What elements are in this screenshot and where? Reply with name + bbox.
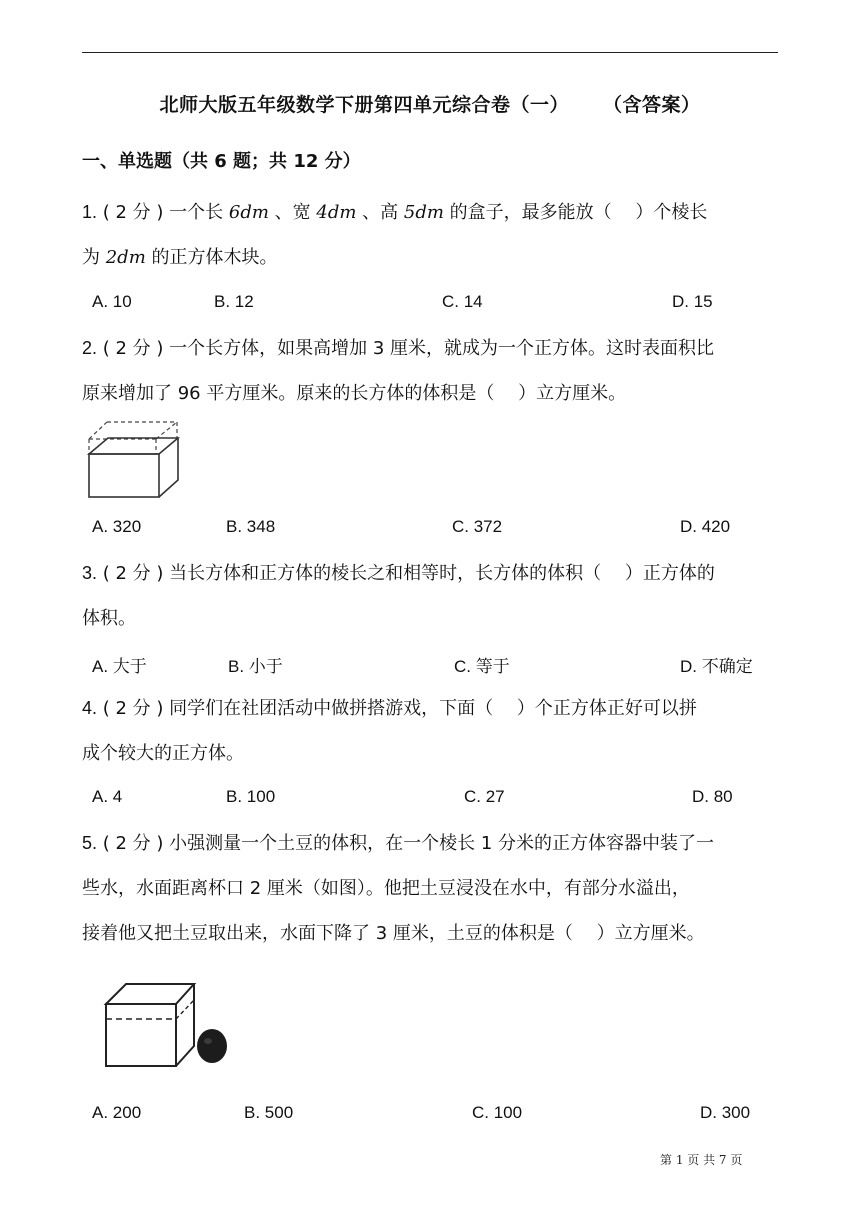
option-d[interactable]: D. 不确定	[680, 657, 753, 676]
question-text: 为	[82, 247, 106, 268]
option-d[interactable]: D. 300	[700, 1103, 751, 1122]
question-text: 、高	[356, 202, 404, 223]
question-3-line-2: 体积。	[82, 608, 136, 629]
question-number: 5.	[82, 833, 98, 853]
question-5-line-2: 些水，水面距离杯口 2 厘米（如图）。他把土豆浸没在水中，有部分水溢出，	[82, 878, 690, 899]
question-score: ( 2 分 )	[102, 833, 164, 854]
potato-icon	[197, 1029, 227, 1063]
option-d[interactable]: D. 420	[680, 517, 731, 536]
container-and-potato-figure	[100, 978, 240, 1070]
question-number: 1.	[82, 202, 98, 222]
page-footer: 第 1 页 共 7 页	[660, 1153, 743, 1167]
title-suffix: （含答案）	[603, 94, 701, 116]
question-text: 、宽	[268, 202, 317, 223]
header-rule	[82, 52, 778, 53]
question-text: 一个长方体，如果高增加 3 厘米，就成为一个正方体。这时表面积比	[169, 338, 715, 359]
question-1-line-2	[82, 235, 782, 280]
question-2	[82, 326, 782, 416]
option-c[interactable]: C. 372	[452, 517, 503, 536]
question-2-line-1	[82, 326, 782, 371]
math-length: 6dm	[228, 202, 269, 223]
option-d[interactable]: D. 80	[692, 787, 733, 806]
option-b[interactable]: B. 500	[244, 1103, 294, 1122]
question-text: 一个长	[169, 202, 229, 223]
option-a[interactable]: A. 320	[92, 517, 142, 536]
cuboid-figure	[84, 416, 184, 502]
question-text: 的正方体木块。	[145, 247, 278, 268]
option-d[interactable]: D. 15	[672, 292, 713, 311]
question-5	[82, 821, 782, 956]
question-score: ( 2 分 )	[102, 698, 164, 719]
question-text: 小强测量一个土豆的体积，在一个棱长 1 分米的正方体容器中装了一	[169, 833, 715, 854]
option-a[interactable]: A. 10	[92, 292, 132, 311]
question-1-line-1	[82, 190, 782, 235]
math-width: 4dm	[316, 202, 357, 223]
option-b[interactable]: B. 小于	[228, 657, 283, 676]
question-score: ( 2 分 )	[102, 202, 164, 223]
option-c[interactable]: C. 27	[464, 787, 505, 806]
question-4-options	[92, 787, 752, 813]
option-a[interactable]: A. 4	[92, 787, 123, 806]
question-4-line-2: 成个较大的正方体。	[82, 743, 244, 764]
question-2-line-2: 原来增加了 96 平方厘米。原来的长方体的体积是（ ）立方厘米。	[82, 383, 627, 404]
question-3	[82, 551, 782, 641]
question-2-options	[92, 517, 752, 543]
page-title	[0, 90, 860, 117]
option-b[interactable]: B. 12	[214, 292, 254, 311]
option-c[interactable]: C. 14	[442, 292, 483, 311]
question-number: 4.	[82, 698, 98, 718]
option-b[interactable]: B. 100	[226, 787, 276, 806]
question-1	[82, 190, 782, 280]
option-c[interactable]: C. 等于	[454, 657, 510, 676]
question-5-line-1	[82, 821, 782, 866]
math-edge: 2dm	[105, 247, 146, 268]
title-main: 北师大版五年级数学下册第四单元综合卷（一）	[159, 94, 569, 116]
question-text: 当长方体和正方体的棱长之和相等时，长方体的体积（ ）正方体的	[169, 563, 715, 584]
question-score: ( 2 分 )	[102, 338, 164, 359]
option-a[interactable]: A. 200	[92, 1103, 142, 1122]
question-text: 同学们在社团活动中做拼搭游戏，下面（ ）个正方体正好可以拼	[169, 698, 697, 719]
question-4	[82, 686, 782, 776]
question-5-options	[92, 1103, 752, 1129]
option-a[interactable]: A. 大于	[92, 657, 147, 676]
question-3-line-1	[82, 551, 782, 596]
question-4-line-1	[82, 686, 782, 731]
option-c[interactable]: C. 100	[472, 1103, 523, 1122]
section-heading: 一、单选题（共 6 题；共 12 分）	[82, 151, 361, 172]
question-number: 2.	[82, 338, 98, 358]
option-b[interactable]: B. 348	[226, 517, 276, 536]
question-1-options	[92, 292, 752, 318]
math-height: 5dm	[403, 202, 444, 223]
question-text: 的盒子，最多能放（ ）个棱长	[443, 202, 708, 223]
question-5-line-3: 接着他又把土豆取出来，水面下降了 3 厘米，土豆的体积是（ ）立方厘米。	[82, 923, 705, 944]
question-number: 3.	[82, 563, 98, 583]
question-3-options	[92, 652, 752, 678]
question-score: ( 2 分 )	[102, 563, 164, 584]
